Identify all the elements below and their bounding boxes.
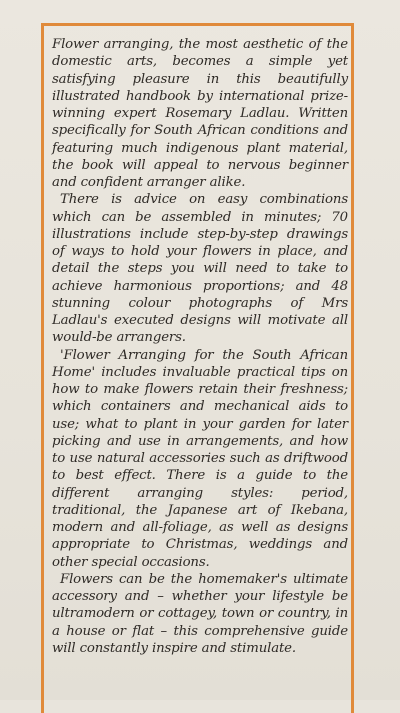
blurb-paragraph-1: Flower arranging, the most aesthetic of the domestic arts, becomes a simple yet satisfying pleasure in this beautifully illustrated handbook by international prize-winning expert Rosemary Ladlau. Written specifically for South African conditions and featuring much indigenous plant material, the book will appeal to nervous beginner and confident arranger alike. — [52, 37, 348, 190]
blurb-paragraph-4: Flowers can be the homemaker's ultimate accessory and – whether your lifestyle be ultramodern or cottagey, town or country, in a house or flat – this comprehensive guide will constantly inspire and stimulate. — [52, 571, 348, 656]
blurb-paragraph-3: 'Flower Arranging for the South African Home' includes invaluable practical tips on how to make flowers retain their freshness; which containers and mechanical aids to use; what to plant in your garden for later picking and use in arrangements, and how to use natural accessories such as driftwood to best effect. There is a guide to the different arranging styles: period, traditional, the Japanese art of Ikebana, modern and all-foliage, as well as designs appropriate to Christmas, weddings and other special occasions. — [52, 347, 348, 570]
blurb-paragraph-2: There is advice on easy combinations which can be assembled in minutes; 70 illustrations include step-by-step drawings of ways to hold your flowers in place, and detail the steps you will need to take to achieve harmonious proportions; and 48 stunning colour photographs of Mrs Ladlau's executed designs will motivate all would-be arrangers. — [52, 192, 348, 346]
cover-blurb — [52, 36, 348, 657]
